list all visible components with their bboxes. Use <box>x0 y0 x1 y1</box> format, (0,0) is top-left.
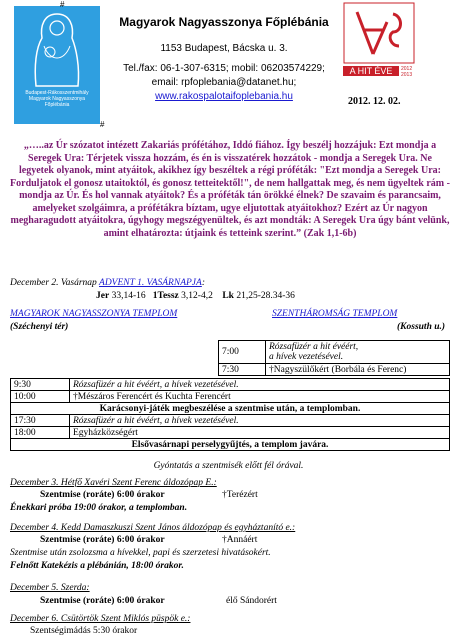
time-cell: 17:30 <box>11 415 70 427</box>
day-note: Szentmise után zsolozsma a hívekkel, papi és szerzetesi hivatásokért. <box>10 548 271 558</box>
reading-lk: Lk <box>222 291 234 301</box>
note-cell: Karácsonyi-játék megbeszélése a szentmise után, a templomban. <box>11 403 450 415</box>
day-note: Énekkari próba 19:00 órakor, a templomban. <box>10 503 188 513</box>
reading-lk-ref: 21,25-28.34-36 <box>236 291 295 301</box>
table-row <box>219 341 450 364</box>
day-note: Felnőtt Katekézis a plébánián, 18:00 órakor. <box>10 561 184 571</box>
reading-tessz: 1Tessz <box>152 291 179 301</box>
time-cell: 10:00 <box>11 391 70 403</box>
left-church-name: MAGYAROK NAGYASSZONYA TEMPLOM <box>10 309 178 319</box>
time-cell: 9:30 <box>11 379 70 391</box>
day-title: December 6. Csütörtök Szent Miklós püspök e.: <box>10 614 191 624</box>
website-link[interactable]: www.rakospalotaifoplebania.hu <box>155 91 293 102</box>
left-church-place: (Széchenyi tér) <box>10 322 69 332</box>
right-schedule-table <box>218 340 450 376</box>
reading-tessz-ref: 3,12-4,2 <box>181 291 213 301</box>
page-title: Magyarok Nagyasszonya Főplébánia <box>119 15 329 29</box>
left-schedule-table <box>10 378 450 451</box>
event-cell <box>266 341 450 364</box>
hit-eve-years: 2012 2013 <box>401 66 413 78</box>
right-church-place: (Kossuth u.) <box>397 322 446 332</box>
hash-mark: # <box>60 0 65 9</box>
collection-cell: Elsővasárnapi perselygyűjtés, a templom javára. <box>11 439 450 451</box>
logo-caption: Budapest-Rákosszentmihály Magyarok Nagyasszonya Főplébánia <box>25 90 89 108</box>
advent-heading <box>10 278 205 288</box>
parish-logo <box>14 6 100 124</box>
reading-jer: Jer <box>96 291 110 301</box>
time-cell: 7:00 <box>219 341 266 364</box>
confession-note: Gyóntatás a szentmisék előtt fél órával. <box>153 461 304 471</box>
hash-mark: # <box>100 120 105 129</box>
colon: : <box>201 278 205 288</box>
event-cell: †Mészáros Ferencért és Kuchta Ferencért <box>70 391 450 403</box>
reading-jer-ref: 33,14-16 <box>111 291 146 301</box>
mass-line: Szentmise (roráte) 6:00 órakor <box>40 596 165 606</box>
intention: †Terézért <box>222 490 258 500</box>
year-of-faith-logo <box>343 2 415 86</box>
phone: Tel./fax: 06-1-307-6315; mobil: 06203574229; <box>123 63 325 74</box>
intention: †Annáért <box>222 535 258 545</box>
mass-line: Szentmise (roráte) 6:00 órakor <box>40 490 165 500</box>
table-row <box>11 403 450 415</box>
time-cell: 18:00 <box>11 427 70 439</box>
table-row <box>11 391 450 403</box>
mass-line: Szentmise (roráte) 6:00 órakor <box>40 535 165 545</box>
intention: élő Sándorért <box>226 596 277 606</box>
day-title: December 4. Kedd Damaszkuszi Szent János áldozópap és egyháztanító e.: <box>10 523 296 533</box>
contact-block <box>104 42 344 104</box>
email: email: rpfoplebania@datanet.hu; <box>151 77 297 88</box>
event-text: Rózsafüzér a hit évéért, <box>269 342 359 352</box>
day-title: December 5. Szerda: <box>10 583 90 593</box>
hit-eve-label: A HIT ÉVE <box>343 66 399 76</box>
event-cell: Egyházközségért <box>70 427 450 439</box>
readings <box>96 291 295 301</box>
day-title: December 3. Hétfő Xavéri Szent Ferenc áldozópap E.: <box>10 478 217 488</box>
issue-date: 2012. 12. 02. <box>348 96 401 107</box>
time-cell: 7:30 <box>219 364 266 376</box>
table-row <box>11 379 450 391</box>
table-row <box>11 439 450 451</box>
scripture-quote: „…..az Úr szózatot intézett Zakariás prófétához, Iddó fiához. Így beszélj hozzájuk: Ezt mondja a Seregek Ura: Térjetek vissza hozzám, és én is visszatérek hozzátok - mondja a Seregek Ura. Ne legyetek olyanok, mint atyáitok, akikhez így beszéltek a régi próféták: "Ezt mondja a Seregek Ura: Forduljatok el gonosz utaitoktól, és gonosz tetteitektől!", de nem hallgattak meg, és nem ügyeltek rám - mondja az Úr. És hol vannak atyáitok? És a próféták tán örökké élnek? De szavaim és parancsaim, amelyeket szolgáimra, a prófétákra bíztam, ugye eljutottak atyáitokhoz? Ezért az Úr nagyon megharagudott atyáitokra, úgyhogy megszégyenültek, és azt mondták: A Seregek Ura úgy bánt velünk, amint elhatározta: útjaink és tetteink szerint.” (Zak 1,1-6b) <box>10 140 450 239</box>
event-cell: Rózsafüzér a hit évéért, a hívek vezetésével. <box>70 415 450 427</box>
table-row <box>219 364 450 376</box>
right-church-name: SZENTHÁROMSÁG TEMPLOM <box>272 309 398 319</box>
table-row <box>11 427 450 439</box>
mass-line: Szentségimádás 5:30 órakor <box>30 626 138 636</box>
event-cell: Rózsafüzér a hit évéért, a hívek vezetésével. <box>70 379 450 391</box>
advent-feast: ADVENT 1. VASÁRNAPJA <box>99 278 202 288</box>
address: 1153 Budapest, Bácska u. 3. <box>160 43 288 54</box>
table-row <box>11 415 450 427</box>
event-text-cont: a hívek vezetésével. <box>269 352 344 362</box>
advent-day: December 2. Vasárnap <box>10 278 100 288</box>
event-cell: †Nagyszülőkért (Borbála és Ferenc) <box>266 364 450 376</box>
